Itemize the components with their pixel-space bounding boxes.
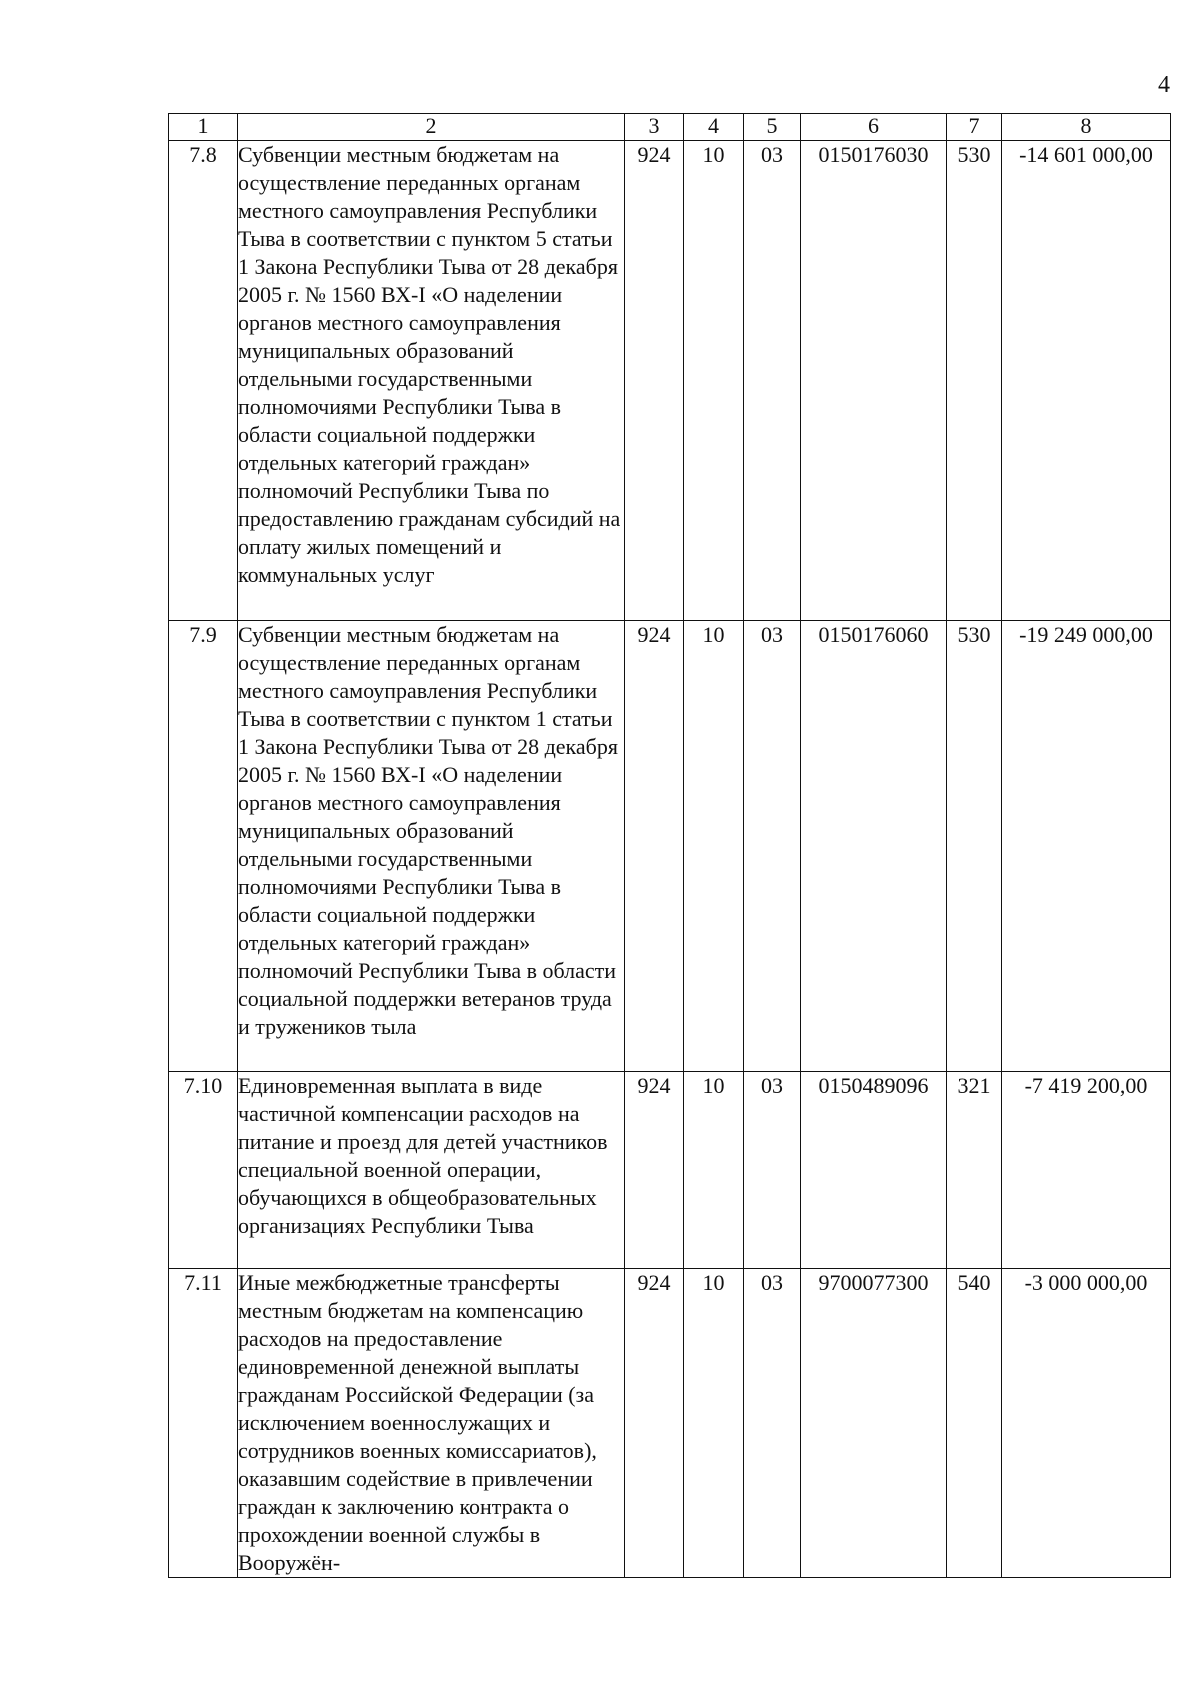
page-number: 4 <box>1158 72 1170 98</box>
budget-table <box>168 113 1171 1578</box>
header-col-5: 5 <box>744 114 801 141</box>
table-row <box>169 1269 1171 1578</box>
row-col-3: 924 <box>625 141 684 621</box>
row-col-4: 10 <box>684 1269 744 1578</box>
row-col-7: 530 <box>947 141 1002 621</box>
row-amount: -14 601 000,00 <box>1002 141 1171 621</box>
row-col-4: 10 <box>684 1072 744 1269</box>
row-col-6: 0150176060 <box>801 621 947 1072</box>
row-col-5: 03 <box>744 141 801 621</box>
row-col-4: 10 <box>684 621 744 1072</box>
row-col-7: 530 <box>947 621 1002 1072</box>
row-col-5: 03 <box>744 1072 801 1269</box>
header-col-3: 3 <box>625 114 684 141</box>
row-description: Иные межбюджетные трансферты местным бюджетам на компенсацию расходов на предоставление единовременной денежной выплаты гражданам Российской Федерации (за исключением военнослужащих и сотрудников военных комиссариатов), оказавшим содействие в привлечении граждан к заключению контракта о прохождении военной службы в Вооружён- <box>238 1269 625 1578</box>
row-col-3: 924 <box>625 1269 684 1578</box>
table-row <box>169 141 1171 621</box>
header-col-6: 6 <box>801 114 947 141</box>
row-col-6: 0150489096 <box>801 1072 947 1269</box>
header-col-8: 8 <box>1002 114 1171 141</box>
row-amount: -3 000 000,00 <box>1002 1269 1171 1578</box>
row-col-3: 924 <box>625 1072 684 1269</box>
row-number: 7.10 <box>169 1072 238 1269</box>
row-description: Субвенции местным бюджетам на осуществление переданных органам местного самоуправления Республики Тыва в соответствии с пунктом 5 статьи 1 Закона Республики Тыва от 28 декабря 2005 г. № 1560 ВХ-I «О наделении органов местного самоуправления муниципальных образований отдельными государственными полномочиями Республики Тыва в области социальной поддержки отдельных категорий граждан» полномочий Республики Тыва по предоставлению гражданам субсидий на оплату жилых помещений и коммунальных услуг <box>238 141 625 621</box>
row-col-6: 9700077300 <box>801 1269 947 1578</box>
row-col-7: 540 <box>947 1269 1002 1578</box>
row-description: Единовременная выплата в виде частичной компенсации расходов на питание и проезд для детей участников специальной военной операции, обучающихся в общеобразовательных организациях Республики Тыва <box>238 1072 625 1269</box>
row-col-7: 321 <box>947 1072 1002 1269</box>
row-number: 7.9 <box>169 621 238 1072</box>
row-col-4: 10 <box>684 141 744 621</box>
header-col-2: 2 <box>238 114 625 141</box>
row-number: 7.8 <box>169 141 238 621</box>
row-number: 7.11 <box>169 1269 238 1578</box>
row-amount: -19 249 000,00 <box>1002 621 1171 1072</box>
row-col-5: 03 <box>744 621 801 1072</box>
table-row <box>169 1072 1171 1269</box>
row-amount: -7 419 200,00 <box>1002 1072 1171 1269</box>
row-description: Субвенции местным бюджетам на осуществление переданных органам местного самоуправления Республики Тыва в соответствии с пунктом 1 статьи 1 Закона Республики Тыва от 28 декабря 2005 г. № 1560 ВХ-I «О наделении органов местного самоуправления муниципальных образований отдельными государственными полномочиями Республики Тыва в области социальной поддержки отдельных категорий граждан» полномочий Республики Тыва в области социальной поддержки ветеранов труда и тружеников тыла <box>238 621 625 1072</box>
header-col-1: 1 <box>169 114 238 141</box>
table-row <box>169 621 1171 1072</box>
header-row <box>169 114 1171 141</box>
header-col-7: 7 <box>947 114 1002 141</box>
row-col-3: 924 <box>625 621 684 1072</box>
header-col-4: 4 <box>684 114 744 141</box>
row-col-6: 0150176030 <box>801 141 947 621</box>
row-col-5: 03 <box>744 1269 801 1578</box>
